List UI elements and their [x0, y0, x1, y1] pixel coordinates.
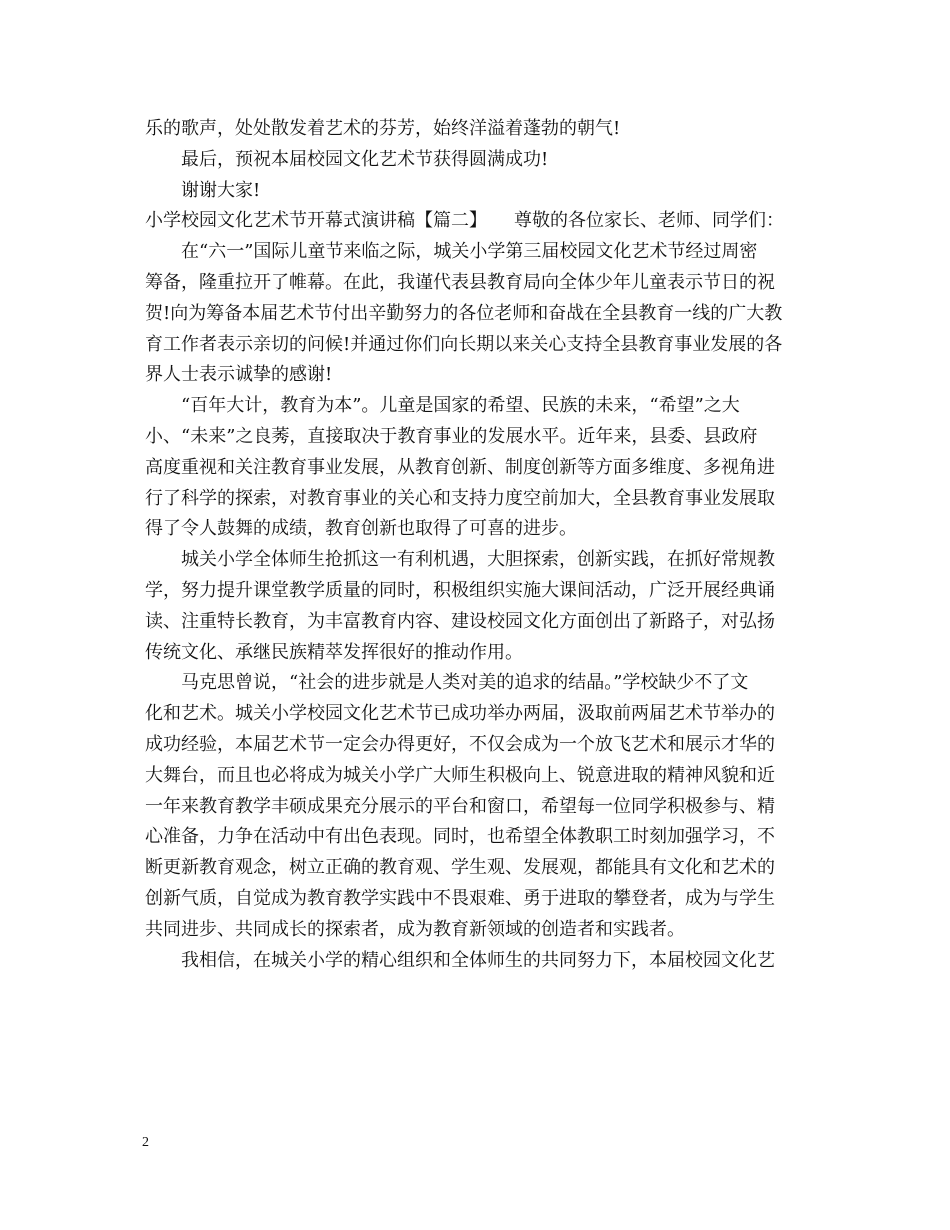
text-line: 界人士表示诚挚的感谢! — [145, 364, 333, 386]
text-line: 创新气质，自觉成为教育教学实践中不畏艰难、勇于进取的攀登者，成为与学生 — [145, 887, 775, 909]
text-line: 小、“未来”之良莠，直接取决于教育事业的发展水平。近年来，县委、县政府 — [145, 425, 758, 447]
text-line: 得了令人鼓舞的成绩，教育创新也取得了可喜的进步。 — [145, 518, 577, 540]
text-line: 乐的歌声，处处散发着艺术的芬芳，始终洋溢着蓬勃的朝气! — [145, 118, 621, 139]
page-number: 2 — [142, 1135, 149, 1150]
text-line: 我相信，在城关小学的精心组织和全体师生的共同努力下，本届校园文化艺 — [181, 949, 775, 971]
text-line: 育工作者表示亲切的问候!并通过你们向长期以来关心支持全县教育事业发展的各 — [145, 333, 783, 355]
text-line: 贺!向为筹备本届艺术节付出辛勤努力的各位老师和奋战在全县教育一线的广大教 — [145, 302, 783, 324]
section-heading: 小学校园文化艺术节开幕式演讲稿【篇二】 尊敬的各位家长、老师、同学们： — [145, 210, 784, 232]
text-line: 心准备，力争在活动中有出色表现。同时，也希望全体教职工时刻加强学习，不 — [145, 826, 775, 848]
text-line: 读、注重特长教育，为丰富教育内容、建设校园文化方面创出了新路子，对弘扬 — [145, 610, 775, 632]
text-line: 一年来教育教学丰硕成果充分展示的平台和窗口，希望每一位同学积极参与、精 — [145, 795, 775, 817]
text-line: 成功经验，本届艺术节一定会办得更好，不仅会成为一个放飞艺术和展示才华的 — [145, 733, 775, 755]
text-line: 高度重视和关注教育事业发展，从教育创新、制度创新等方面多维度、多视角进 — [145, 456, 775, 478]
text-line: 在“六一”国际儿童节来临之际，城关小学第三届校园文化艺术节经过周密 — [181, 241, 758, 263]
text-line: 城关小学全体师生抢抓这一有利机遇，大胆探索，创新实践，在抓好常规教 — [181, 549, 775, 571]
text-line: 马克思曾说，“社会的进步就是人类对美的追求的结晶。”学校缺少不了文 — [181, 672, 749, 694]
text-line: “百年大计，教育为本”。儿童是国家的希望、民族的未来，“希望”之大 — [181, 395, 740, 417]
document-body — [145, 114, 805, 976]
text-line: 筹备，隆重拉开了帷幕。在此，我谨代表县教育局向全体少年儿童表示节日的祝 — [145, 271, 775, 293]
text-line: 化和艺术。城关小学校园文化艺术节已成功举办两届，汲取前两届艺术节举办的 — [145, 703, 775, 725]
text-line: 共同进步、共同成长的探索者，成为教育新领域的创造者和实践者。 — [145, 918, 685, 940]
text-line: 最后，预祝本届校园文化艺术节获得圆满成功! — [181, 148, 549, 170]
text-line: 行了科学的探索，对教育事业的关心和支持力度空前加大，全县教育事业发展取 — [145, 487, 775, 509]
text-line: 传统文化、承继民族精萃发挥很好的推动作用。 — [145, 641, 523, 663]
text-line: 大舞台，而且也必将成为城关小学广大师生积极向上、锐意进取的精神风貌和近 — [145, 764, 775, 786]
text-line: 谢谢大家! — [181, 179, 261, 201]
text-line: 断更新教育观念，树立正确的教育观、学生观、发展观，都能具有文化和艺术的 — [145, 857, 775, 879]
text-line: 学，努力提升课堂教学质量的同时，积极组织实施大课间活动，广泛开展经典诵 — [145, 579, 775, 601]
